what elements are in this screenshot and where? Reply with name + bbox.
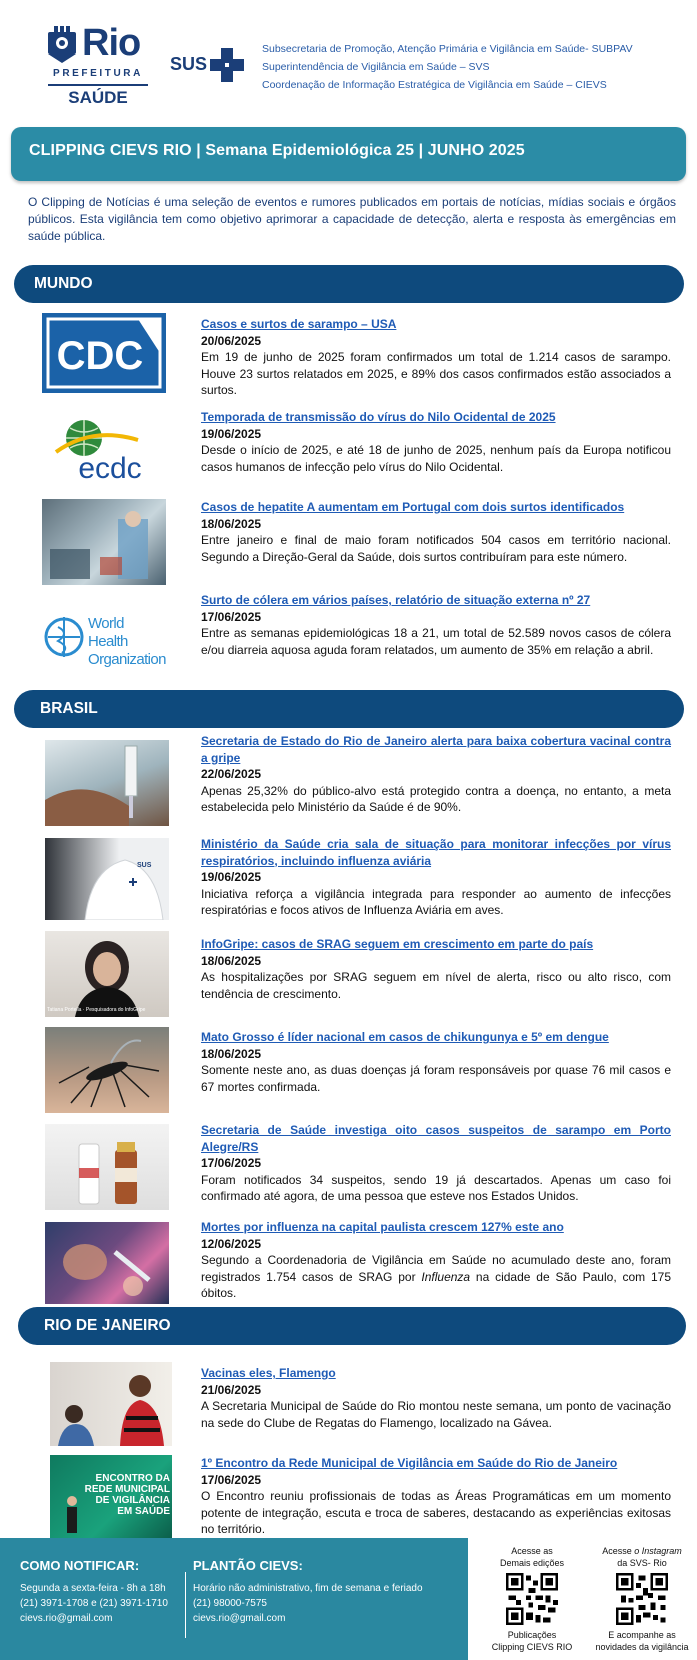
news-summary — [201, 1252, 671, 1302]
footer-phone[interactable]: (21) 3971-1708 e (21) 3971-1710 — [20, 1598, 168, 1609]
child-vaccination-thumbnail — [45, 1222, 169, 1304]
flamengo-vaccination-thumbnail — [50, 1362, 172, 1446]
hospital-photo-thumbnail — [42, 499, 166, 585]
sus-cross-icon — [208, 46, 246, 84]
news-title-link[interactable]: Surto de cólera em vários países, relatório de situação externa nº 27 — [201, 593, 591, 607]
news-date: 18/06/2025 — [201, 516, 262, 531]
news-item — [201, 836, 671, 919]
news-summary-part: na cidade de São Paulo, com 175 óbitos. — [201, 1269, 671, 1301]
news-date: 18/06/2025 — [201, 953, 262, 968]
qr-caption — [592, 1545, 692, 1557]
news-title-link[interactable]: Secretaria de Saúde investiga oito casos suspeitos de sarampo em Porto Alegre/RS — [201, 1123, 671, 1154]
vaccine-photo-thumbnail — [45, 740, 169, 826]
header-line: Coordenação de Informação Estratégica de Vigilância em Saúde – CIEVS — [262, 79, 607, 91]
header — [0, 0, 697, 120]
qr-publicacoes-block[interactable] — [482, 1545, 582, 1653]
section-label: MUNDO — [34, 275, 93, 292]
plantao-cievs-title: PLANTÃO CIEVS: — [193, 1558, 303, 1573]
prefeitura-rio-saude-logo — [44, 22, 152, 108]
news-date: 17/06/2025 — [201, 1156, 262, 1171]
footer-phone[interactable]: (21) 98000-7575 — [193, 1598, 267, 1609]
news-item — [201, 316, 671, 399]
section-header-rio — [18, 1307, 686, 1345]
news-summary: Entre janeiro e final de maio foram notificados 504 casos em território nacional. Segundo a Direção-Geral da Saúde, dois surtos contribuíram para este número. — [201, 533, 671, 564]
como-notificar-title: COMO NOTIFICAR: — [20, 1558, 140, 1573]
cdc-logo-text: CDC — [56, 334, 144, 378]
news-title-link[interactable]: Casos e surtos de sarampo – USA — [201, 317, 397, 331]
syringe-scene-icon — [45, 740, 169, 826]
como-notificar-block — [20, 1558, 168, 1626]
header-line: Superintendência de Vigilância em Saúde – SVS — [262, 61, 490, 73]
rio-crest-icon — [46, 26, 78, 64]
news-summary: Iniciativa reforça a vigilância integrada para responder ao aumento de infecções respiratórias e focos ativos de Influenza Aviária em aves. — [201, 886, 671, 918]
news-item — [201, 1029, 671, 1095]
saude-logo-text: SAÚDE — [68, 88, 128, 107]
title-banner — [11, 127, 686, 181]
news-title-link[interactable]: Secretaria de Estado do Rio de Janeiro alerta para baixa cobertura vacinal contra a gripe — [201, 734, 671, 765]
header-line: Subsecretaria de Promoção, Atenção Primária e Vigilância em Saúde- SUBPAV — [262, 43, 633, 55]
news-title-link[interactable]: 1º Encontro da Rede Municipal de Vigilância em Saúde do Rio de Janeiro — [201, 1456, 618, 1470]
news-date: 12/06/2025 — [201, 1236, 262, 1251]
intro-paragraph: O Clipping de Notícias é uma seleção de eventos e rumores publicados em portais de notícias, mídias sociais e órgãos públicos. Esta vigilância tem como objetivo aprimorar a capacidade de detecção, alerta e resposta às emergências em saúde pública. — [28, 195, 676, 243]
news-item — [201, 1219, 671, 1302]
sus-logo-text: SUS — [170, 54, 208, 74]
qr-caption: Publicações — [507, 1630, 557, 1640]
plantao-cievs-block — [193, 1558, 423, 1626]
news-date: 18/06/2025 — [201, 1046, 262, 1061]
mosquito-photo-thumbnail — [45, 1027, 169, 1113]
news-date: 21/06/2025 — [201, 1382, 262, 1397]
news-item — [201, 592, 671, 658]
section-label: BRASIL — [40, 700, 98, 717]
news-summary: Somente neste ano, as duas doenças já foram responsáveis por quase 76 mil casos e 67 mortes confirmada. — [201, 1063, 671, 1094]
news-item — [201, 409, 671, 475]
news-summary: Desde o início de 2025, e até 18 de junho de 2025, nenhum país da Europa notificou casos humanos de infecção pelo vírus do Nilo Ocidental. — [201, 443, 671, 474]
ecdc-logo-thumbnail — [42, 406, 166, 486]
researcher-portrait-icon — [45, 931, 169, 1017]
news-title-link[interactable]: Casos de hepatite A aumentam em Portugal com dois surtos identificados — [201, 500, 625, 514]
footer-line: Segunda a sexta-feira - 8h a 18h — [20, 1583, 166, 1594]
cdc-logo-icon — [42, 313, 166, 393]
news-item — [201, 1455, 671, 1538]
news-title-link[interactable]: Mato Grosso é líder nacional em casos de chikungunya e 5º em dengue — [201, 1030, 609, 1044]
sus-logo — [170, 46, 246, 86]
footer-line: Horário não administrativo, fim de semana e feriado — [193, 1583, 423, 1594]
health-worker-icon — [45, 838, 169, 920]
child-vaccination-icon — [45, 1222, 169, 1304]
news-summary-part: Segundo a Coordenadoria de Vigilância em Saúde no acumulado deste ano, foram registrados 1.754 casos de SRAG por — [201, 1253, 671, 1284]
ecdc-logo-text: ecdc — [78, 452, 142, 485]
sus-worker-photo-thumbnail — [45, 838, 169, 920]
news-item — [201, 936, 671, 1002]
qr-caption: E acompanhe as — [608, 1630, 676, 1640]
news-date: 22/06/2025 — [201, 767, 262, 782]
footer-contact-band — [0, 1538, 468, 1660]
encontro-event-thumbnail — [50, 1455, 172, 1539]
prefeitura-logo-text: PREFEITURA — [53, 68, 143, 79]
qr-code-icon[interactable] — [506, 1573, 558, 1625]
section-header-mundo — [14, 265, 684, 303]
news-summary-emphasis: Influenza — [421, 1269, 471, 1284]
qr-caption: Demais edições — [499, 1558, 565, 1568]
news-summary: Entre as semanas epidemiológicas 18 a 21, um total de 52.589 novos casos de cólera e/ou diarreia aquosa aguda foram relatados, um aumento de 35% em relação a abril. — [201, 626, 671, 657]
researcher-caption: Tatiana Portella · Pesquisadora do InfoGripe — [47, 1007, 146, 1013]
vaccine-vials-thumbnail — [45, 1124, 169, 1210]
news-date: 19/06/2025 — [201, 426, 262, 441]
cdc-logo-thumbnail — [42, 313, 166, 393]
clipping-title: CLIPPING CIEVS RIO | Semana Epidemiológica 25 | JUNHO 2025 — [29, 142, 525, 159]
news-title-link[interactable]: Temporada de transmissão do vírus do Nilo Ocidental de 2025 — [201, 410, 556, 424]
news-title-link[interactable]: Vacinas eles, Flamengo — [201, 1366, 336, 1380]
section-label: RIO DE JANEIRO — [44, 1317, 171, 1334]
researcher-photo-thumbnail — [45, 931, 169, 1017]
qr-caption: da SVS- Rio — [617, 1558, 667, 1568]
news-date: 17/06/2025 — [201, 1472, 262, 1487]
flamengo-scene-icon — [50, 1362, 172, 1446]
news-title-link[interactable]: Ministério da Saúde cria sala de situação para monitorar infecções por vírus respiratórios, incluindo influenza aviária — [201, 837, 671, 868]
news-date: 19/06/2025 — [201, 870, 262, 885]
who-logo-thumbnail — [42, 593, 166, 679]
qr-caption-part: Acesse — [602, 1546, 635, 1556]
footer-divider — [185, 1572, 186, 1638]
qr-instagram-block[interactable] — [592, 1545, 692, 1653]
news-summary: O Encontro reuniu profissionais de todas as Áreas Programáticas em um momento potente de integração, escuta e troca de saberes, destacando as experiências exitosas no território. — [201, 1489, 671, 1537]
section-header-brasil — [14, 690, 684, 728]
news-summary: As hospitalizações por SRAG seguem em nível de alerta, risco ou alto risco, com tendência de crescimento. — [201, 970, 671, 1001]
qr-caption-emphasis: o Instagram — [634, 1546, 682, 1556]
news-item — [201, 1365, 671, 1431]
who-logo-text: World Health Organization — [88, 615, 166, 668]
qr-code-icon[interactable] — [616, 1573, 668, 1625]
footer-email-link[interactable]: cievs.rio@gmail.com — [193, 1613, 286, 1624]
news-date: 20/06/2025 — [201, 333, 262, 348]
news-date: 17/06/2025 — [201, 609, 262, 624]
qr-caption: Clipping CIEVS RIO — [491, 1642, 573, 1652]
news-item — [201, 733, 671, 816]
ecdc-logo-icon — [42, 406, 166, 486]
news-title-link[interactable]: InfoGripe: casos de SRAG seguem em crescimento em parte do país — [201, 937, 594, 951]
footer-email-link[interactable]: cievs.rio@gmail.com — [20, 1613, 113, 1624]
qr-caption: Acesse as — [511, 1546, 553, 1556]
hospital-scene-icon — [42, 499, 166, 585]
news-summary: Foram notificados 34 suspeitos, sendo 19 já descartados. Apenas um caso foi confirmado até agora, de uma pessoa que esteve nos Estados Unidos. — [201, 1172, 671, 1204]
news-summary: A Secretaria Municipal de Saúde do Rio montou neste semana, um ponto de vacinação na sede do Clube de Regatas do Flamengo, localizado na Gávea. — [201, 1399, 671, 1430]
speaker-icon — [50, 1455, 172, 1539]
header-institution-lines — [262, 40, 682, 94]
rio-logo-text: Rio — [82, 22, 141, 64]
news-summary: Em 19 de junho de 2025 foram confirmados um total de 1.214 casos de sarampo. Houve 23 surtos relatados em 2025, e 89% dos casos confirmados estão associados a surtos. — [201, 350, 671, 398]
news-item — [201, 499, 671, 565]
news-item — [201, 1122, 671, 1205]
logo-divider — [48, 84, 148, 86]
qr-caption: novidades da vigilância — [595, 1642, 689, 1652]
encontro-banner-text: ENCONTRO DA REDE MUNICIPAL DE VIGILÂNCIA EM SAÚDE — [84, 1473, 170, 1517]
mosquito-icon — [45, 1027, 169, 1113]
news-title-link[interactable]: Mortes por influenza na capital paulista crescem 127% este ano — [201, 1220, 564, 1234]
news-summary: Apenas 25,32% do público-alvo está protegido contra a doença, no entanto, a meta estabelecida pelo Ministério da Saúde é de 90%. — [201, 783, 671, 815]
vials-icon — [45, 1124, 169, 1210]
sus-badge-text: SUS — [137, 862, 152, 869]
